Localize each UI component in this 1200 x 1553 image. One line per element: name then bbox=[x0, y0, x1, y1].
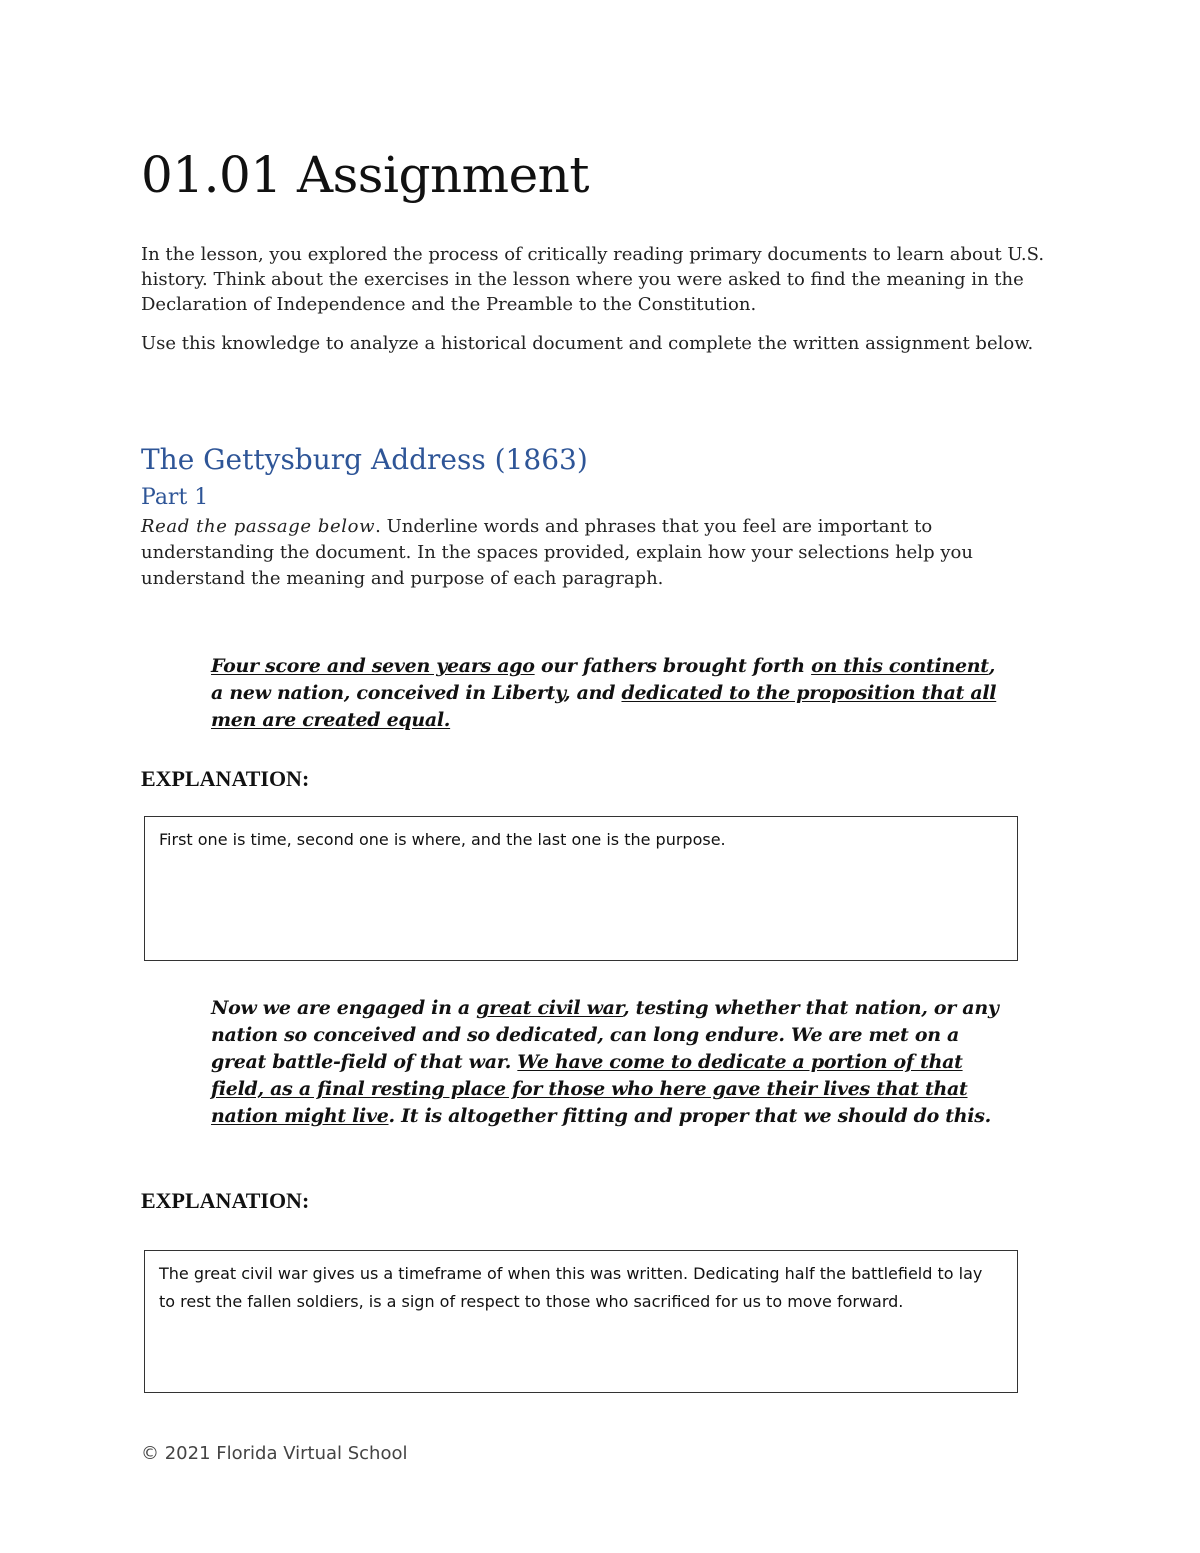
passage-text: Now we are engaged in a bbox=[211, 997, 477, 1019]
passage-underlined-phrase: Four score and seven years ago bbox=[211, 655, 535, 677]
instructions-italic-lead: Read the passage below bbox=[141, 516, 376, 537]
section-heading: The Gettysburg Address (1863) bbox=[141, 443, 588, 476]
explanation-answer-box[interactable] bbox=[144, 1250, 1018, 1393]
copyright-footer: © 2021 Florida Virtual School bbox=[141, 1443, 408, 1464]
passage-underlined-phrase: great civil war bbox=[476, 997, 624, 1019]
passage-underlined-phrase: We have come to dedicate a portion of that field, as a final resting place for those who here gave their lives that that nation might live bbox=[211, 1051, 968, 1127]
intro-paragraph: Use this knowledge to analyze a historical document and complete the written assignment below. bbox=[141, 333, 1034, 354]
instructions-text: . Underline words and phrases that you feel are important to understanding the document. In the spaces provided, explain how your selections help you understand the meaning and purpose of each paragraph. bbox=[141, 516, 973, 589]
page-title: 01.01 Assignment bbox=[141, 146, 589, 204]
explanation-label: EXPLANATION: bbox=[141, 766, 310, 791]
intro-paragraph: In the lesson, you explored the process of critically reading primary documents to learn about U.S. history. Think about the exercises in the lesson where you were asked to find the meaning in the Declaration of Independence and the Preamble to the Constitution. bbox=[141, 244, 1045, 315]
explanation-label: EXPLANATION: bbox=[141, 1188, 310, 1213]
passage-underlined-phrase: dedicated to the proposition that all men are created equal. bbox=[211, 682, 997, 731]
passage-paragraph-1 bbox=[211, 653, 1001, 734]
passage-text: , testing whether that nation, or any nation so conceived and so dedicated, can long endure. We are met on a great battle-field of that war. bbox=[211, 997, 999, 1073]
passage-text: . It is altogether fitting and proper that we should do this. bbox=[388, 1105, 991, 1127]
instructions bbox=[141, 514, 1041, 592]
passage-text: our fathers brought forth bbox=[534, 655, 812, 677]
explanation-answer-text: First one is time, second one is where, and the last one is the purpose. bbox=[159, 830, 726, 849]
explanation-answer-box[interactable] bbox=[144, 816, 1018, 961]
passage-text: , a new nation, conceived in Liberty, and bbox=[211, 655, 996, 704]
part-heading: Part 1 bbox=[141, 485, 209, 510]
passage-paragraph-2 bbox=[211, 995, 1001, 1130]
explanation-answer-text: The great civil war gives us a timeframe of when this was written. Dedicating half the battlefield to lay to rest the fallen soldiers, is a sign of respect to those who sacrificed for us to move forward. bbox=[159, 1264, 983, 1311]
passage-underlined-phrase: on this continent bbox=[811, 655, 989, 677]
